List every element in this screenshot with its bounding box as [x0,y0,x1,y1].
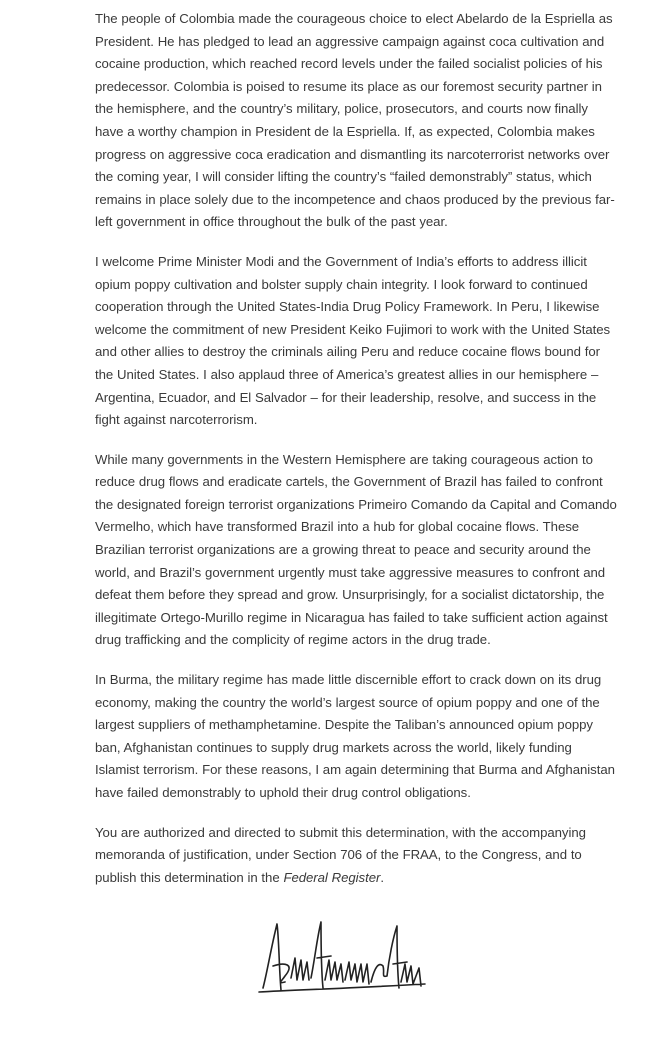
signature-image [255,918,435,998]
paragraph-colombia: The people of Colombia made the courageous choice to elect Abelardo de la Espriella as President. He has pledged to lead an aggressive campaign against coca cultivation and cocaine production, which reached record levels under the failed socialist policies of his predecessor. Colombia is poised to resume its place as our foremost security partner in the hemisphere, and the country’s military, police, prosecutors, and courts now finally have a worthy champion in President de la Espriella. If, as expected, Colombia makes progress on aggressive coca eradication and dismantling its narcoterrorist networks over the coming year, I will consider lifting the country’s “failed demonstrably” status, which remains in place solely due to the incompetence and chaos produced by the previous far-left government in office throughout the bulk of the past year. [95,11,615,230]
paragraph-brazil-nicaragua: While many governments in the Western Hemisphere are taking courageous action to reduce drug flows and eradicate cartels, the Government of Brazil has failed to confront the designated foreign terrorist organizations Primeiro Comando da Capital and Comando Vermelho, which have transformed Brazil into a hub for global cocaine flows. These Brazilian terrorist organizations are a growing threat to peace and security around the world, and Brazil’s government urgently must take aggressive measures to confront and defeat them before they spread and grow. Unsurprisingly, for a socialist dictatorship, the illegitimate Ortego-Murillo regime in Nicaragua has failed to take sufficient action against drug trafficking and the complicity of regime actors in the drug trade. [95,451,617,648]
paragraph-india-peru: I welcome Prime Minister Modi and the Government of India’s efforts to address illicit opium poppy cultivation and bolster supply chain integrity. I look forward to continued cooperation through the United States-India Drug Policy Framework. In Peru, I likewise welcome the commitment of new President Keiko Fujimori to work with the United States and other allies to destroy the criminals ailing Peru and reduce cocaine flows bound for the United States. I also applaud three of America’s greatest allies in our hemisphere – Argentina, Ecuador, and El Salvador – for their leadership, resolve, and success in the fight against narcoterrorism. [95,253,611,428]
paragraph-burma-afghanistan: In Burma, the military regime has made little discernible effort to crack down on its drug economy, making the country the world’s largest source of opium poppy and one of the largest suppliers of methamphetamine. Despite the Taliban’s announced opium poppy ban, Afghanistan continues to supply drug markets across the world, likely funding Islamist terrorism. For these reasons, I am again determining that Burma and Afghanistan have failed demonstrably to uphold their drug control obligations. [95,672,615,800]
federal-register-title: Federal Register [283,869,381,885]
closing-text: You are authorized and directed to submit this determination, with the accompanying memoranda of justification, under Section 706 of the FRAA, to the Congress, and to publish this determination in the [95,824,586,885]
paragraph-closing [95,822,618,890]
closing-period: . [380,869,384,885]
